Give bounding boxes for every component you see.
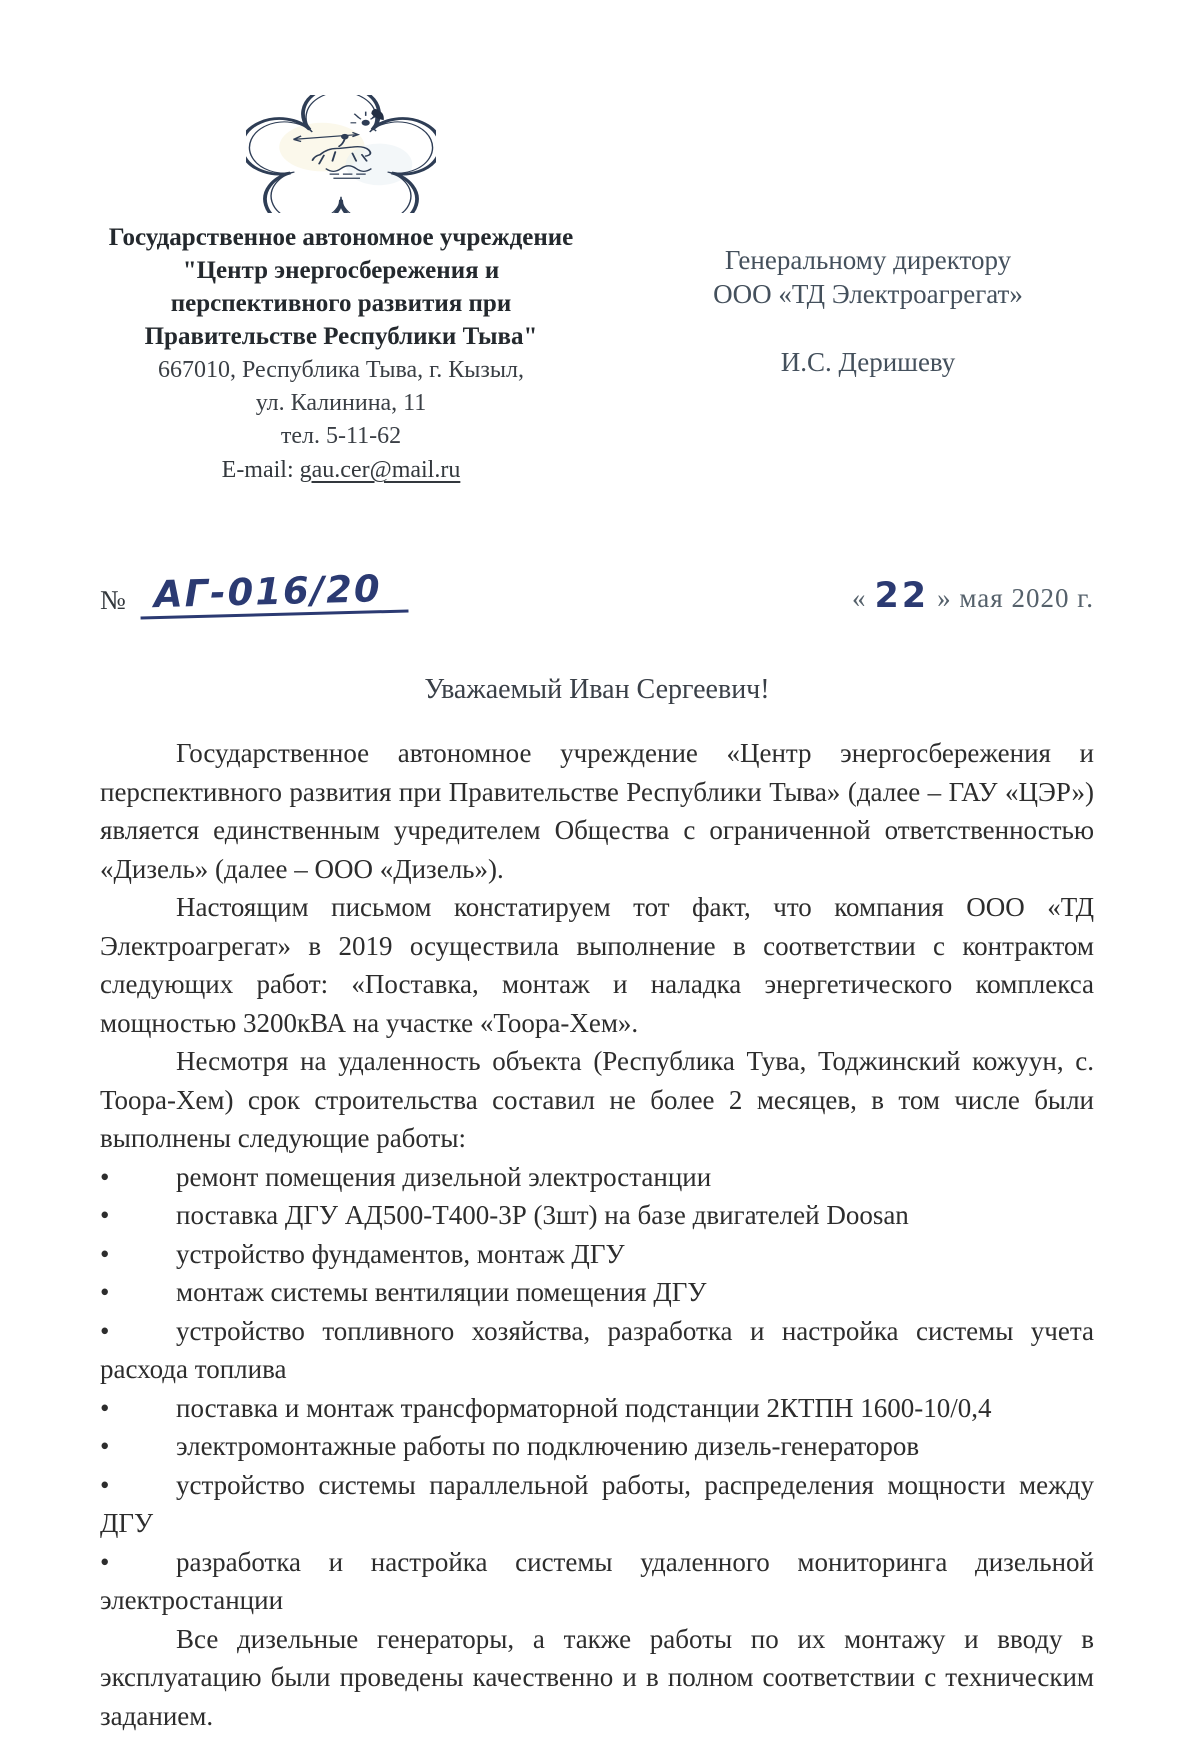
address-line-2: ул. Калинина, 11 [255, 390, 427, 416]
list-item [100, 1158, 1094, 1197]
reference-row [100, 564, 1094, 616]
closing-paragraph: Все дизельные генераторы, а также работы по их монтажу и вводу в эксплуатацию были проведены качественно и в полном соответствии с техническим заданием. [100, 1623, 1094, 1731]
recipient-name: И.С. Деришеву [780, 347, 956, 377]
bullet-icon: • [100, 1277, 110, 1307]
salutation: Уважаемый Иван Сергеевич! [424, 674, 770, 705]
list-item [100, 1196, 1094, 1235]
list-item [100, 1273, 1094, 1312]
list-item [100, 1389, 1094, 1428]
list-item-text: устройство системы параллельной работы, распределения мощности между ДГУ [100, 1469, 1094, 1538]
paragraph-2: Настоящим письмом констатируем тот факт, что компания ООО «ТД Электроагрегат» в 2019 осуществила выполнение в соответствии с контрактом следующих работ: «Поставка, монтаж и наладка энергетического комплекса мощностью 3200кВА на участке «Тоора-Хем». [100, 892, 1094, 1038]
list-item-text: ремонт помещения дизельной электростанции [176, 1161, 712, 1192]
recipient-block [648, 95, 1088, 379]
list-item [100, 1466, 1094, 1543]
list-item [100, 1427, 1094, 1466]
list-item-text: поставка и монтаж трансформаторной подстанции 2КТПН 1600-10/0,4 [176, 1392, 992, 1423]
address-line-1: 667010, Республика Тыва, г. Кызыл, [158, 357, 524, 383]
tyva-emblem-icon [246, 95, 436, 213]
list-item-text: монтаж системы вентиляции помещения ДГУ [176, 1277, 707, 1307]
paragraph-1: Государственное автономное учреждение «Центр энергосбережения и перспективного развития при Правительстве Республики Тыва» (далее – ГАУ «ЦЭР») является единственным учредителем Общества с ограниченной ответственностью «Дизель» (далее – ООО «Дизель»). [100, 738, 1094, 884]
bullet-icon: • [100, 1392, 110, 1423]
list-item-text: устройство топливного хозяйства, разработка и настройка системы учета расхода топлива [100, 1315, 1094, 1384]
email-label: E-mail: [221, 457, 294, 483]
bullet-icon: • [100, 1315, 110, 1346]
list-item-text: электромонтажные работы по подключению дизель-генераторов [176, 1431, 920, 1461]
list-item-text: разработка и настройка системы удаленного мониторинга дизельной электростанции [100, 1546, 1094, 1615]
letterhead [100, 95, 1094, 486]
recipient-line-1: Генеральному директору [724, 245, 1012, 275]
phone-line: тел. 5-11-62 [280, 423, 402, 449]
bullet-icon: • [100, 1200, 110, 1230]
date-rest: » мая 2020 г. [937, 583, 1094, 613]
letter-body [100, 734, 1094, 1735]
recipient-line-2: ООО «ТД Электроагрегат» [713, 279, 1023, 309]
email-link: gau.cer@mail.ru [299, 457, 461, 483]
list-item [100, 1312, 1094, 1389]
paragraph-3: Несмотря на удаленность объекта (Республика Тува, Тоджинский кожуун, с. Тоора-Хем) срок строительства составил не более 2 месяцев, в том числе были выполнены следующие работы: [100, 1046, 1094, 1153]
bullet-icon: • [100, 1161, 110, 1192]
org-name-quoted: "Центр энергосбережения и перспективного развития при Правительстве Республики Тыва" [144, 257, 538, 350]
list-item-text: устройство фундаментов, монтаж ДГУ [176, 1238, 625, 1269]
logo-wrap [100, 95, 582, 213]
bullet-icon: • [100, 1469, 110, 1500]
handwritten-date-day: 22 [874, 576, 930, 616]
recipient-gap [648, 311, 1088, 345]
list-item [100, 1543, 1094, 1620]
list-item [100, 1235, 1094, 1274]
handwritten-ref-number: АГ-016/20 [139, 570, 408, 620]
ref-number-label: № [100, 585, 126, 615]
bullet-icon: • [100, 1431, 110, 1461]
list-item-text: поставка ДГУ АД500-Т400-3Р (3шт) на базе двигателей Doosan [176, 1200, 909, 1230]
date-open-quote: « [851, 583, 867, 613]
email-line [100, 454, 582, 486]
bullet-icon: • [100, 1546, 110, 1577]
date-block [852, 576, 1094, 616]
org-name: Государственное автономное учреждение [108, 224, 574, 251]
sender-block [100, 95, 582, 486]
bullet-icon: • [100, 1238, 110, 1269]
